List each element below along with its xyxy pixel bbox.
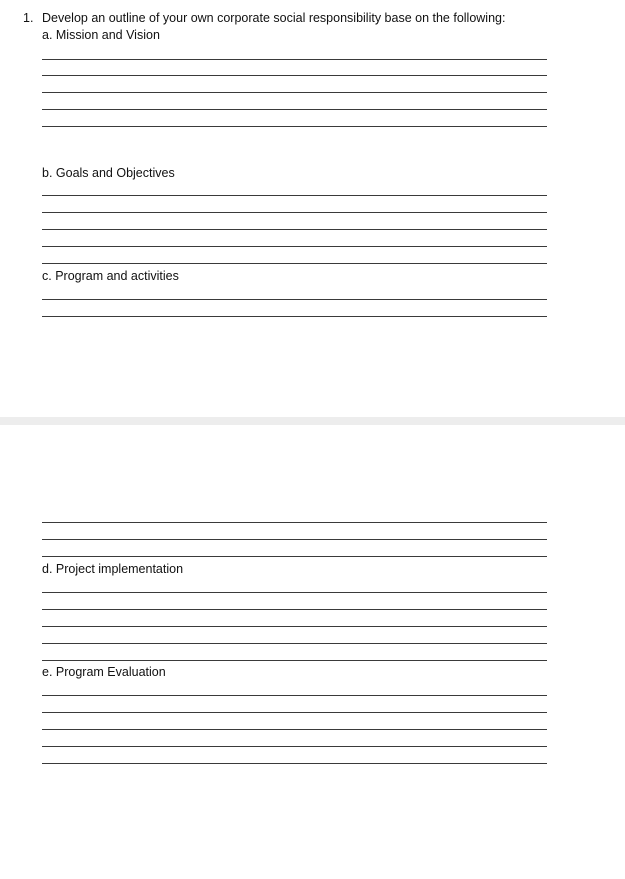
section-a-heading: a. Mission and Vision (42, 28, 160, 42)
answer-line[interactable] (42, 212, 547, 213)
answer-line[interactable] (42, 660, 547, 661)
section-b-heading: b. Goals and Objectives (42, 166, 175, 180)
answer-line[interactable] (42, 75, 547, 76)
answer-line[interactable] (42, 316, 547, 317)
answer-line[interactable] (42, 263, 547, 264)
answer-line[interactable] (42, 592, 547, 593)
answer-line[interactable] (42, 695, 547, 696)
answer-line[interactable] (42, 126, 547, 127)
section-d-heading: d. Project implementation (42, 562, 184, 576)
answer-line[interactable] (42, 763, 547, 764)
answer-line[interactable] (42, 556, 547, 557)
answer-line[interactable] (42, 195, 547, 196)
page-break (0, 417, 625, 425)
answer-line[interactable] (42, 229, 547, 230)
answer-line[interactable] (42, 92, 547, 93)
question-number: 1. (23, 11, 34, 25)
answer-line[interactable] (42, 522, 547, 523)
answer-line[interactable] (42, 59, 547, 60)
answer-line[interactable] (42, 729, 547, 730)
answer-line[interactable] (42, 109, 547, 110)
answer-line[interactable] (42, 609, 547, 610)
question-text: Develop an outline of your own corporate social responsibility base on the following: (42, 11, 506, 25)
answer-line[interactable] (42, 746, 547, 747)
answer-line[interactable] (42, 246, 547, 247)
answer-line[interactable] (42, 712, 547, 713)
answer-line[interactable] (42, 626, 547, 627)
answer-line[interactable] (42, 539, 547, 540)
answer-line[interactable] (42, 299, 547, 300)
section-c-heading: c. Program and activities (42, 269, 179, 283)
answer-line[interactable] (42, 643, 547, 644)
section-e-heading: e. Program Evaluation (42, 665, 166, 679)
